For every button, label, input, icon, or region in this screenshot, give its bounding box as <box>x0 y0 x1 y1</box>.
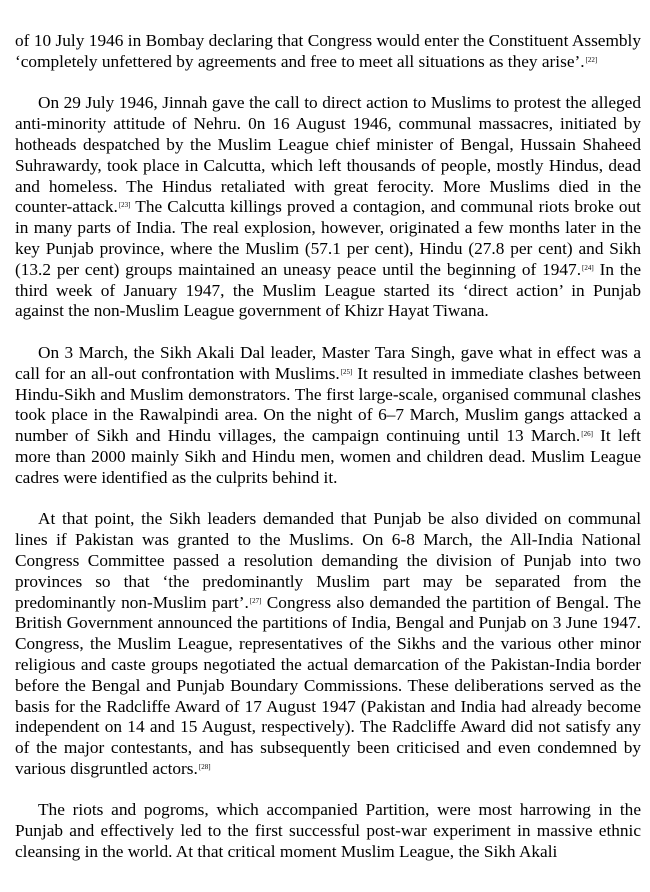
footnote-marker: [24] <box>582 263 594 272</box>
paragraph <box>15 800 641 862</box>
paragraph-text: It resulted in immediate clashes between Hindu-Sikh and Muslim demonstrators. The first large-scale, organised communal clashes took place in the Rawalpindi area. On the night of 6–7 March, Muslim gangs attacked a number of Sikh and Hindu villages, the campaign continuing until 13 March. <box>15 363 641 446</box>
paragraph <box>15 343 641 489</box>
paragraph-text: On 29 July 1946, Jinnah gave the call to direct action to Muslims to protest the alleged anti-minority attitude of Nehru. 0n 16 August 1946, communal massacres, initiated by hotheads despatched by the Muslim League chief minister of Bengal, Hussain Shaheed Suhrawardy, took place in Calcutta, which left thousands of people, mostly Hindus, dead and homeless. The Hindus retaliated with great ferocity. More Muslims died in the counter-attack. <box>15 93 641 217</box>
footnote-marker: [26] <box>581 430 593 439</box>
paragraph <box>15 93 641 322</box>
footnote-marker: [25] <box>340 367 353 376</box>
paragraph <box>15 31 641 73</box>
paragraph-text: of 10 July 1946 in Bombay declaring that Congress would enter the Constituent Assembly ‘completely unfettered by agreements and free to meet all situations as they arise’. <box>15 31 641 71</box>
paragraph-text: On 3 March, the Sikh Akali Dal leader, Master Tara Singh, gave what in effect was a call for an all-out confrontation with Muslims. <box>15 342 641 383</box>
paragraph <box>15 509 641 779</box>
paragraph-text: It left more than 2000 mainly Sikh and Hindu men, women and children dead. Muslim League cadres were identified as the culprits behind it. <box>15 426 641 487</box>
footnote-marker: [23] <box>118 201 131 210</box>
paragraph-text: The riots and pogroms, which accompanied Partition, were most harrowing in the Punjab and effectively led to the first successful post-war experiment in massive ethnic cleansing in the world. At that critical moment Muslim League, the Sikh Akali <box>15 800 641 862</box>
paragraph-text: At that point, the Sikh leaders demanded that Punjab be also divided on communal lines if Pakistan was granted to the Muslims. On 6-8 March, the All-India National Congress Committee passed a resolution demanding the division of Punjab into two provinces so that ‘the predominantly Muslim part may be separated from the predominantly non-Muslim part’. <box>15 509 641 612</box>
paragraph-text: The Calcutta killings proved a contagion, and communal riots broke out in many parts of India. The real explosion, however, originated a few months later in the key Punjab province, where the Muslim (57.1 per cent), Hindu (27.8 per cent) and Sikh (13.2 per cent) groups maintained an uneasy peace until the beginning of 1947. <box>15 197 641 279</box>
footnote-marker: [27] <box>249 596 262 605</box>
paragraph-text: Congress also demanded the partition of Bengal. The British Government announced the partitions of India, Bengal and Punjab on 3 June 1947. Congress, the Muslim League, representatives of the Sikhs and the various other minor religious and caste groups negotiated the actual demarcation of the Pakistan-India border before the Bengal and Punjab Boundary Commissions. These deliberations served as the basis for the Radcliffe Award of 17 August 1947 (Pakistan and India had already become independent on 14 and 15 August, respectively). The Radcliffe Award did not satisfy any of the major contestants, and has subsequently been criticised and even condemned by various disgruntled actors. <box>15 592 641 778</box>
paragraph-text: In the third week of January 1947, the Muslim League started its ‘direct action’ in Punjab against the non-Muslim League government of Khizr Hayat Tiwana. <box>15 259 641 321</box>
footnote-marker: [28] <box>198 762 211 771</box>
document-page <box>15 31 641 884</box>
footnote-marker: [22] <box>585 55 598 64</box>
